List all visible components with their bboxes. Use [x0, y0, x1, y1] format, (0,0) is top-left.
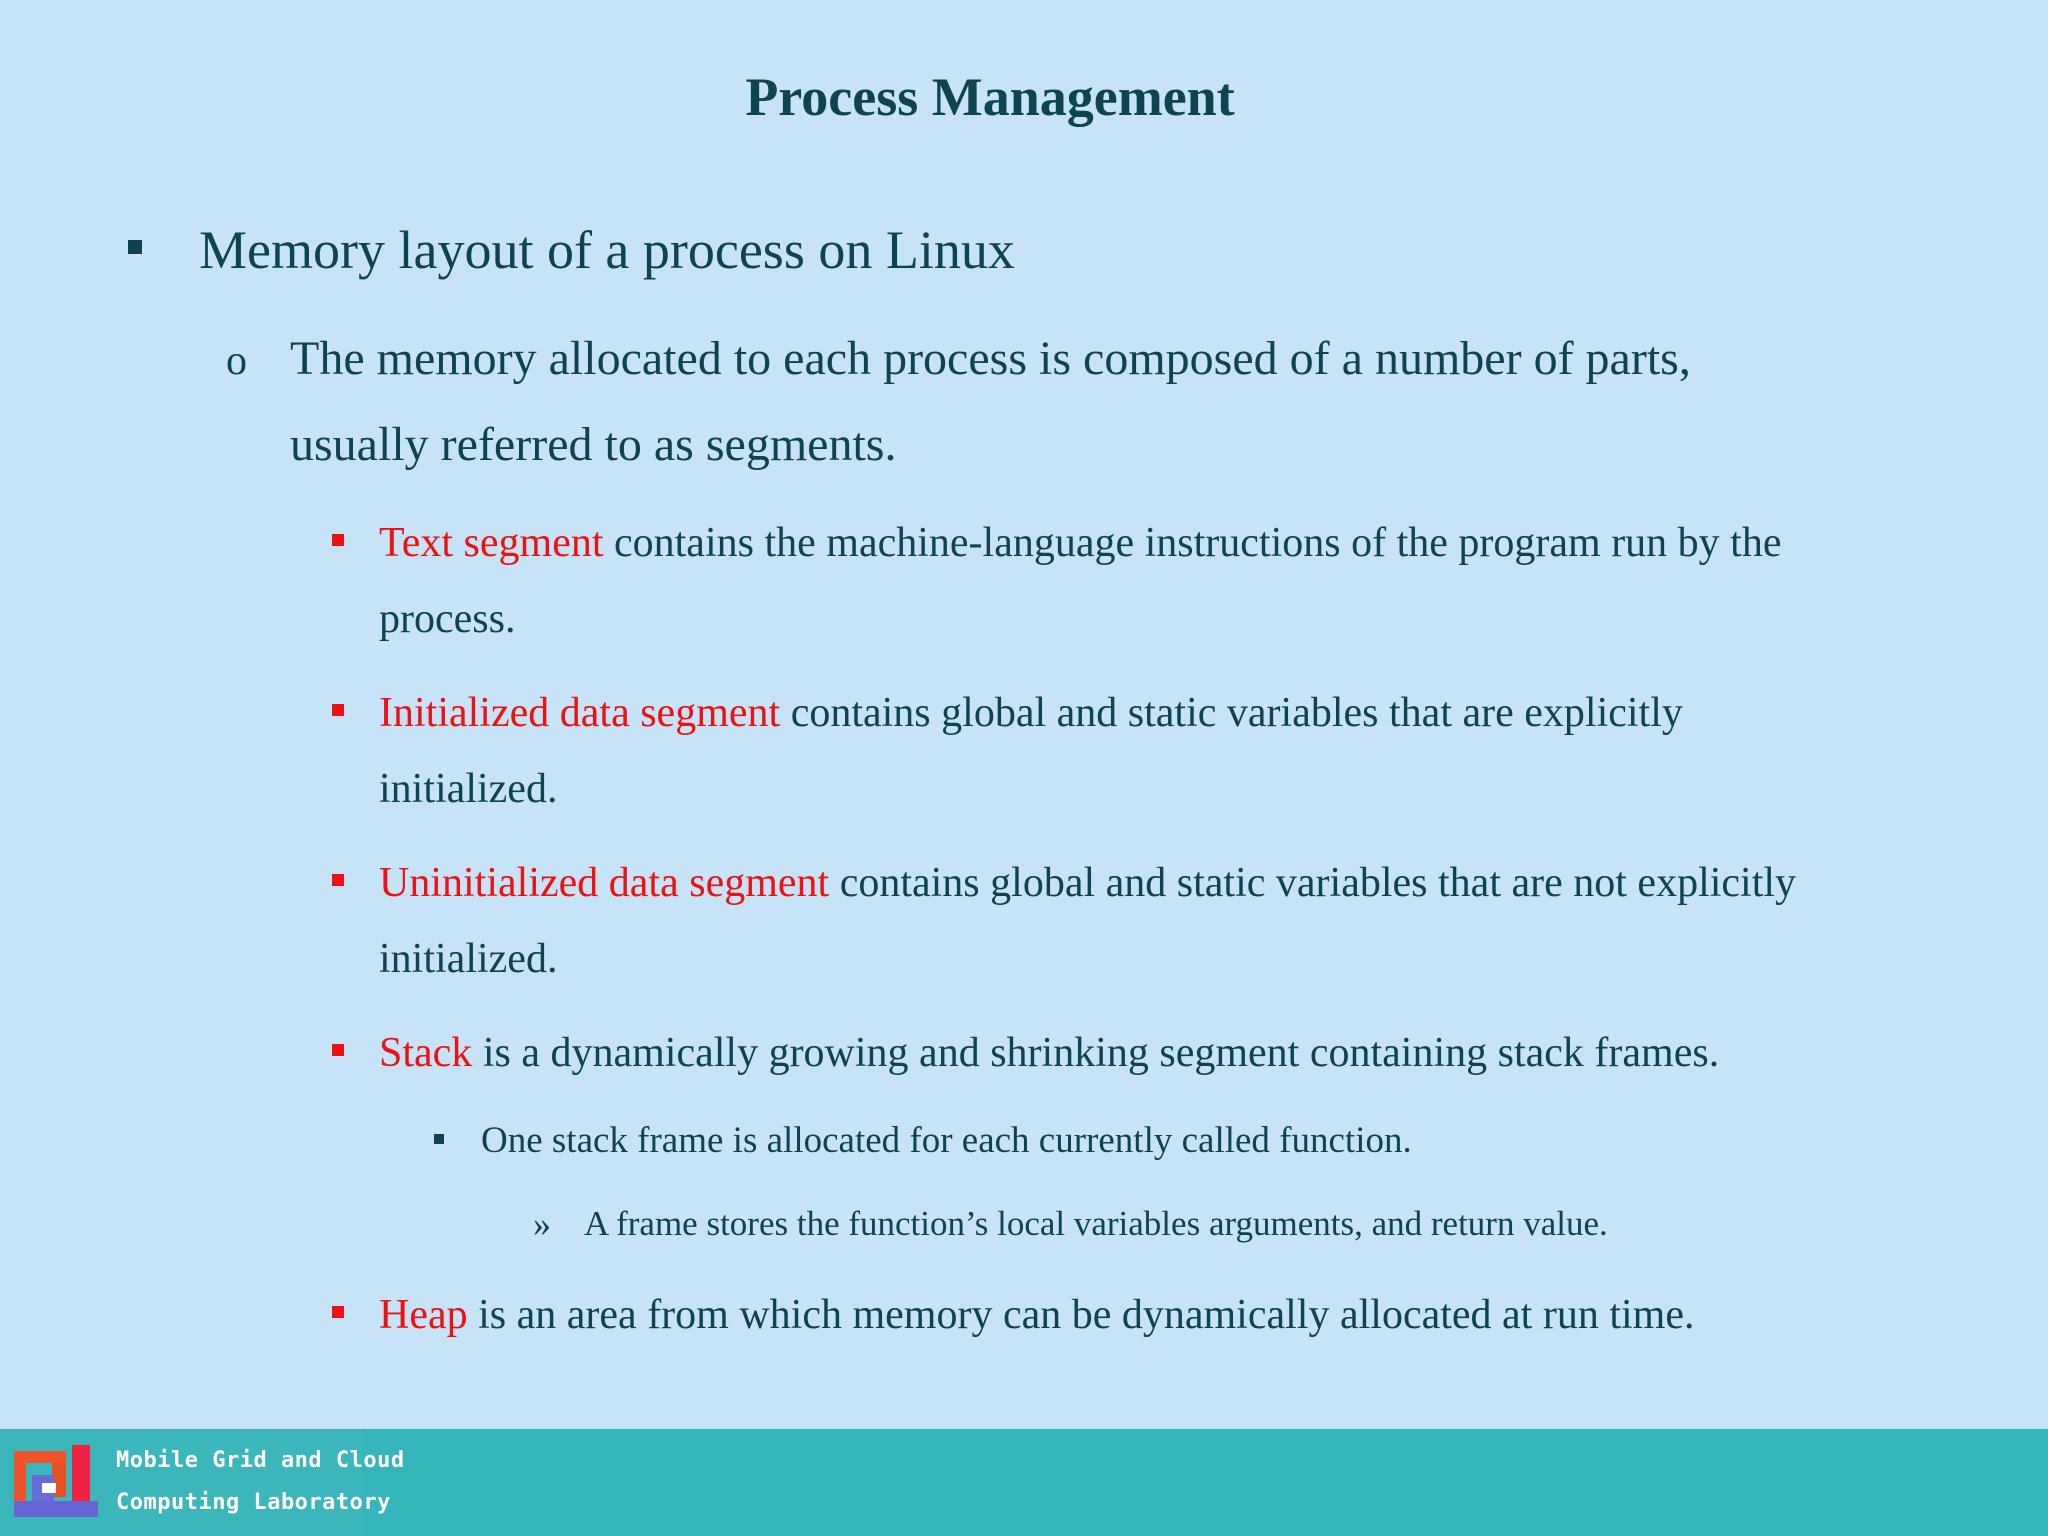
level2-circle-bullet: o: [226, 338, 247, 384]
uninitialized-data-bullet-icon: [332, 874, 344, 886]
stack-sub-bullet-icon: [434, 1134, 444, 1144]
stack-sub-sub-text: A frame stores the function’s local variables arguments, and return value.: [584, 1204, 1608, 1243]
initialized-data-term: Initialized data segment: [379, 690, 781, 736]
slide-title: Process Management: [745, 67, 1235, 127]
initialized-data-bullet-icon: [332, 704, 344, 716]
text-segment-continuation: process.: [379, 596, 516, 642]
uninitialized-data-desc: contains global and static variables that are not explicitly: [829, 860, 1797, 906]
text-segment-term: Text segment: [379, 520, 604, 566]
stack-bullet-icon: [332, 1044, 344, 1056]
level1-text: Memory layout of a process on Linux: [199, 220, 1015, 280]
level2-line1: The memory allocated to each process is composed of a number of parts,: [290, 332, 1691, 385]
lab-name-line1: Mobile Grid and Cloud: [116, 1448, 405, 1473]
text-segment-line: [379, 505, 1782, 581]
heap-line: [379, 1277, 1694, 1353]
heap-term: Heap: [379, 1292, 468, 1338]
uninitialized-data-continuation: initialized.: [379, 936, 558, 982]
initialized-data-line: [379, 675, 1683, 751]
stack-sub-text: One stack frame is allocated for each currently called function.: [481, 1120, 1412, 1161]
heap-bullet-icon: [332, 1306, 344, 1318]
stack-line: [379, 1015, 1719, 1091]
stack-sub-sub-bullet-icon: »: [533, 1204, 551, 1244]
lab-name-line2: Computing Laboratory: [116, 1490, 391, 1515]
initialized-data-continuation: initialized.: [379, 766, 558, 812]
heap-desc: is an area from which memory can be dynamically allocated at run time.: [467, 1292, 1695, 1338]
stack-desc: is a dynamically growing and shrinking segment containing stack frames.: [472, 1030, 1720, 1076]
level2-line2: usually referred to as segments.: [290, 418, 897, 471]
text-segment-desc: contains the machine-language instructions of the program run by the: [603, 520, 1782, 566]
lab-logo-icon: [14, 1445, 104, 1523]
text-segment-bullet-icon: [332, 534, 344, 546]
initialized-data-desc: contains global and static variables that are explicitly: [780, 690, 1683, 736]
uninitialized-data-term: Uninitialized data segment: [379, 860, 830, 906]
uninitialized-data-line: [379, 845, 1796, 921]
stack-term: Stack: [379, 1030, 473, 1076]
level1-bullet-icon: [128, 240, 142, 254]
